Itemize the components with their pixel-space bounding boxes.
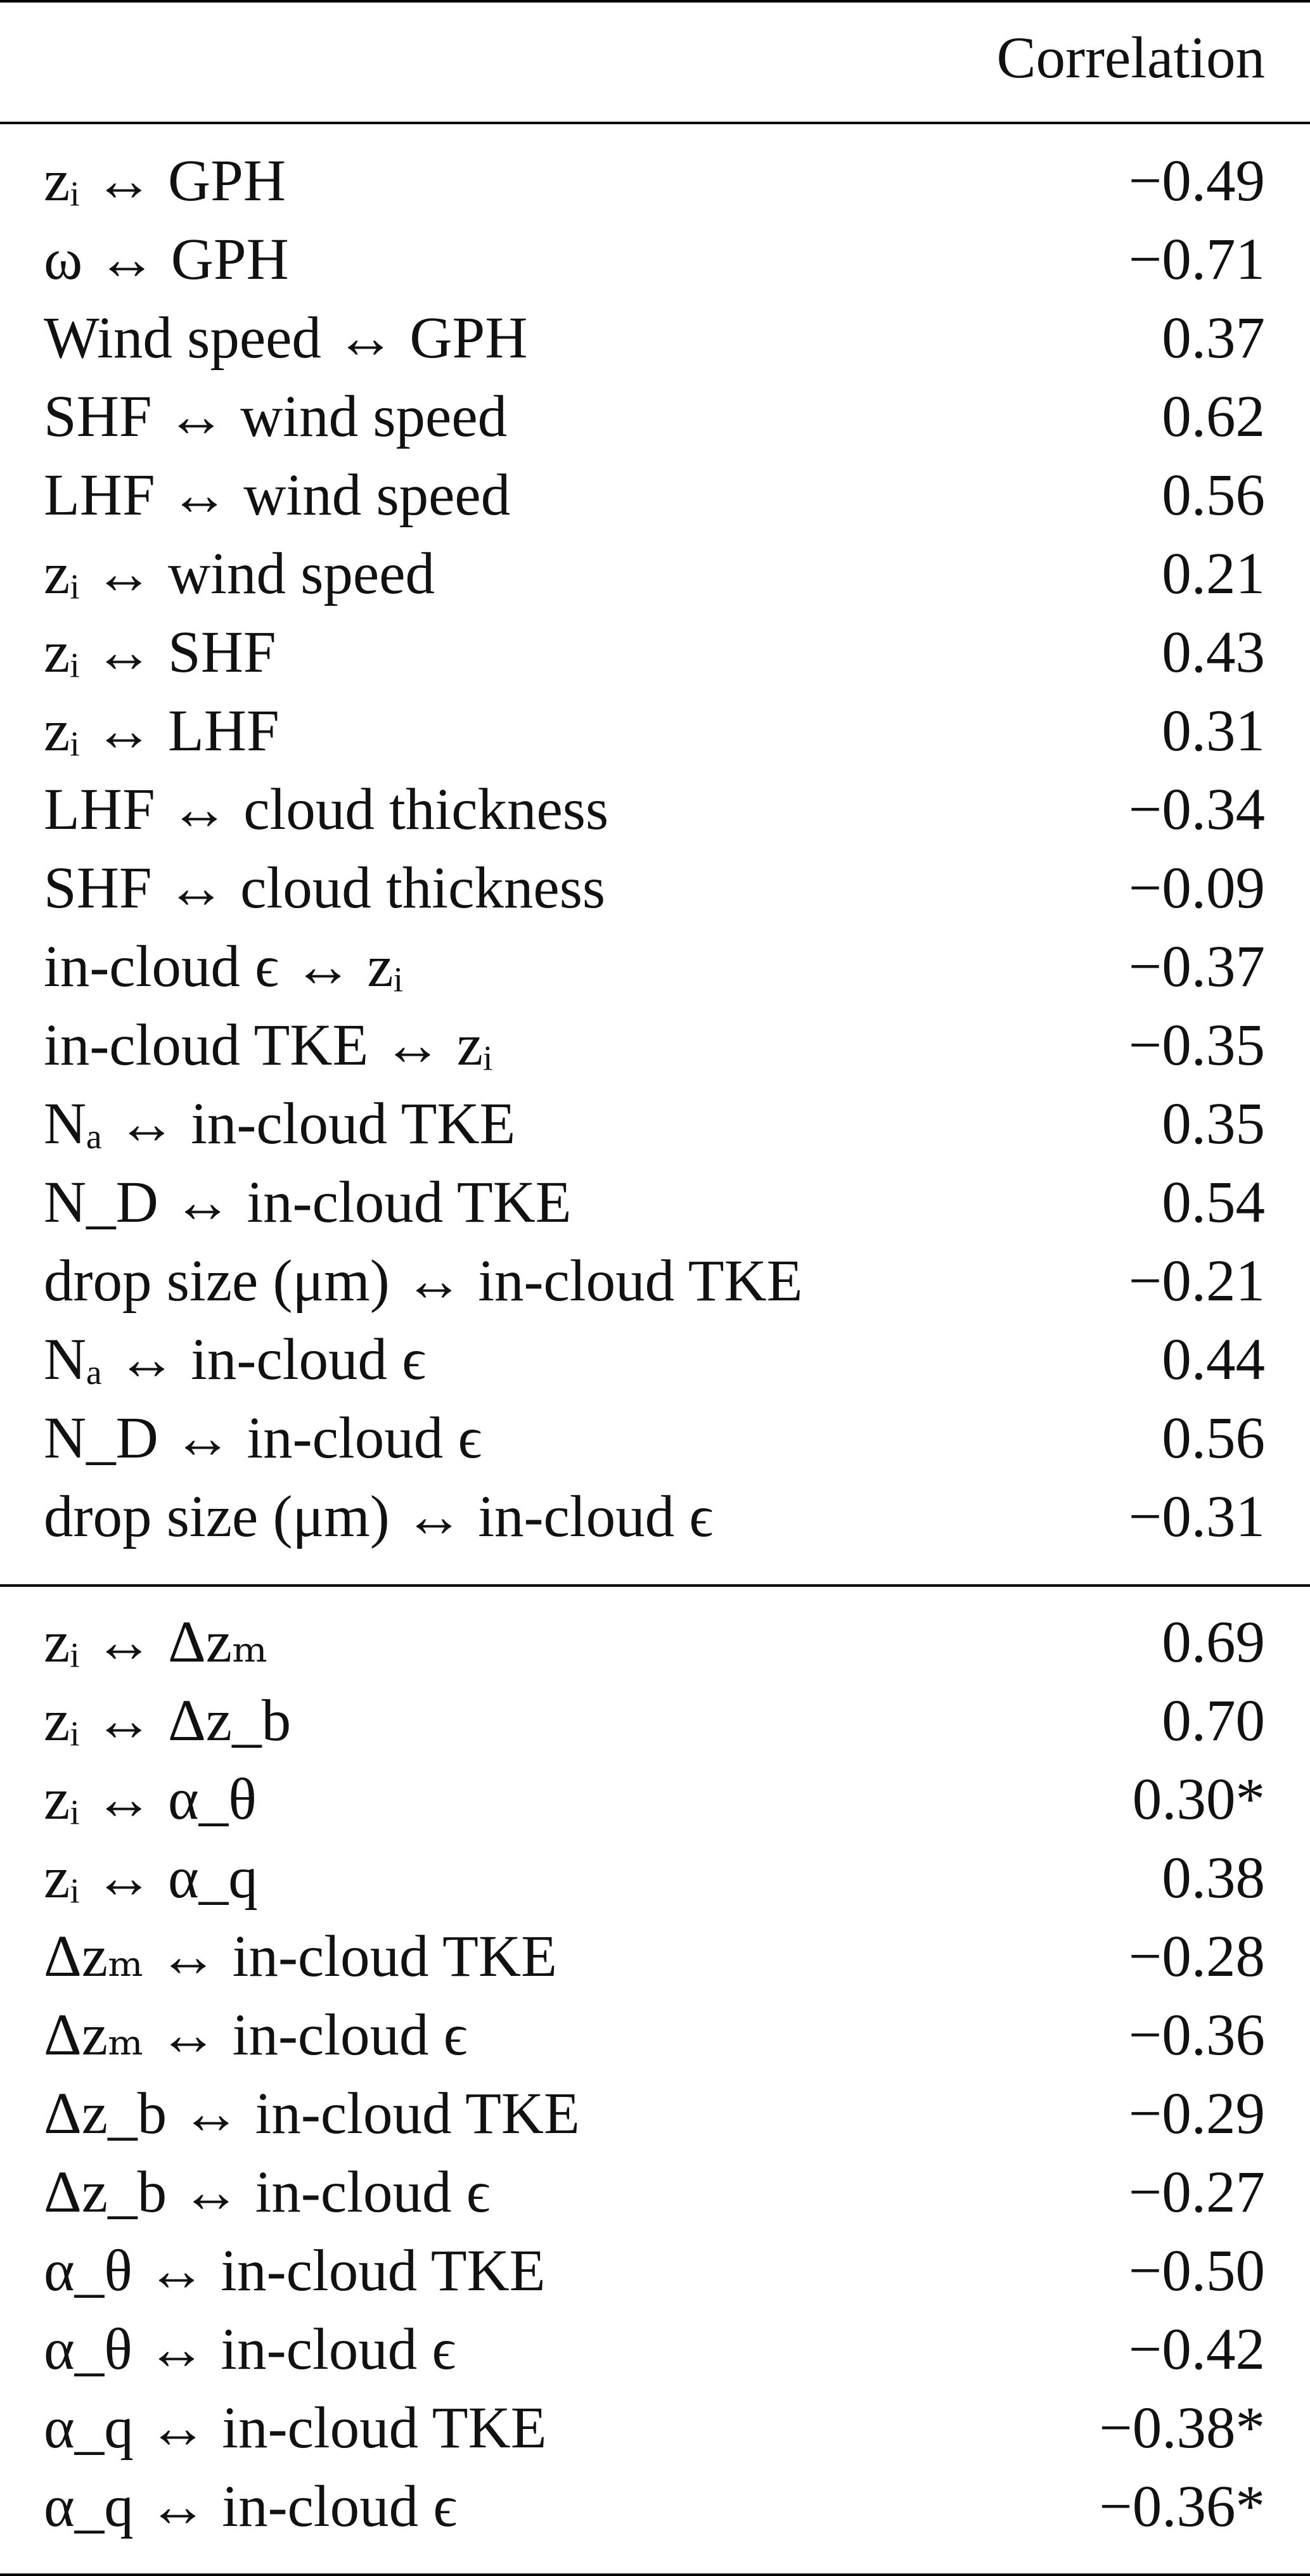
table-row	[0, 299, 1310, 378]
table-row	[0, 1682, 1310, 1760]
table-section-2	[0, 1603, 1310, 2546]
row-value: −0.28	[1128, 1924, 1265, 1989]
column-header-correlation: Correlation	[996, 25, 1265, 91]
table-row	[0, 2232, 1310, 2310]
row-value: −0.31	[1128, 1484, 1265, 1549]
row-label: zᵢ ↔ LHF	[44, 698, 279, 764]
table-header-rule	[0, 122, 1310, 124]
row-value: 0.21	[1162, 541, 1265, 606]
row-value: −0.42	[1128, 2317, 1265, 2382]
row-label: α_q ↔ in-cloud ϵ	[44, 2474, 458, 2539]
row-label: α_q ↔ in-cloud TKE	[44, 2395, 547, 2461]
row-value: 0.38	[1162, 1845, 1265, 1911]
row-label: ω ↔ GPH	[44, 227, 289, 292]
row-value: −0.50	[1128, 2238, 1265, 2304]
row-value: 0.62	[1162, 384, 1265, 449]
row-label: zᵢ ↔ wind speed	[44, 541, 435, 606]
row-label: N_D ↔ in-cloud TKE	[44, 1170, 572, 1235]
row-label: in-cloud TKE ↔ zᵢ	[44, 1013, 493, 1078]
table-row	[0, 771, 1310, 849]
row-label: Nₐ ↔ in-cloud ϵ	[44, 1327, 426, 1392]
table-row	[0, 378, 1310, 456]
row-value: −0.35	[1128, 1013, 1265, 1078]
table-row	[0, 849, 1310, 928]
row-label: zᵢ ↔ Δzₘ	[44, 1610, 269, 1675]
table-row	[0, 1760, 1310, 1839]
row-label: zᵢ ↔ SHF	[44, 620, 276, 685]
table-row	[0, 221, 1310, 299]
row-value: −0.36*	[1099, 2474, 1265, 2539]
row-value: −0.49	[1128, 148, 1265, 214]
table-row	[0, 613, 1310, 692]
table-row	[0, 2153, 1310, 2232]
table-row	[0, 1603, 1310, 1682]
table-row	[0, 1478, 1310, 1556]
row-label: zᵢ ↔ Δz_b	[44, 1688, 292, 1753]
row-label: zᵢ ↔ GPH	[44, 148, 286, 214]
row-label: Wind speed ↔ GPH	[44, 305, 528, 371]
row-value: 0.69	[1162, 1610, 1265, 1675]
row-value: −0.34	[1128, 777, 1265, 842]
row-label: zᵢ ↔ α_q	[44, 1845, 258, 1911]
table-row	[0, 692, 1310, 771]
table-bottom-rule	[0, 2573, 1310, 2576]
row-label: LHF ↔ wind speed	[44, 463, 511, 528]
row-value: 0.56	[1162, 463, 1265, 528]
row-label: α_θ ↔ in-cloud TKE	[44, 2238, 546, 2304]
row-value: 0.70	[1162, 1688, 1265, 1753]
row-label: SHF ↔ wind speed	[44, 384, 508, 449]
row-value: −0.71	[1128, 227, 1265, 292]
table-row	[0, 1996, 1310, 2075]
row-value: −0.29	[1128, 2081, 1265, 2146]
row-value: −0.38*	[1099, 2395, 1265, 2461]
row-value: −0.37	[1128, 934, 1265, 999]
row-value: −0.36	[1128, 2002, 1265, 2068]
row-value: 0.37	[1162, 305, 1265, 371]
row-label: in-cloud ϵ ↔ zᵢ	[44, 934, 403, 999]
table-row	[0, 142, 1310, 221]
table-top-rule	[0, 0, 1310, 3]
row-value: 0.30*	[1132, 1767, 1265, 1832]
row-label: Δz_b ↔ in-cloud ϵ	[44, 2160, 491, 2225]
row-label: α_θ ↔ in-cloud ϵ	[44, 2317, 456, 2382]
row-label: LHF ↔ cloud thickness	[44, 777, 609, 842]
row-label: zᵢ ↔ α_θ	[44, 1767, 257, 1832]
row-value: −0.27	[1128, 2160, 1265, 2225]
table-row	[0, 1399, 1310, 1478]
row-value: 0.56	[1162, 1406, 1265, 1471]
table-section-divider	[0, 1584, 1310, 1587]
table-row	[0, 2468, 1310, 2546]
table-row	[0, 1085, 1310, 1163]
row-value: 0.43	[1162, 620, 1265, 685]
table-row	[0, 456, 1310, 535]
table-row	[0, 1918, 1310, 1996]
table-row	[0, 1006, 1310, 1085]
table-row	[0, 1163, 1310, 1242]
row-label: Δzₘ ↔ in-cloud ϵ	[44, 2002, 468, 2068]
row-label: drop size (μm) ↔ in-cloud TKE	[44, 1248, 803, 1314]
table-section-1	[0, 142, 1310, 1556]
table-row	[0, 535, 1310, 613]
table-row	[0, 1321, 1310, 1399]
row-label: Nₐ ↔ in-cloud TKE	[44, 1091, 516, 1157]
row-label: Δzₘ ↔ in-cloud TKE	[44, 1924, 557, 1989]
row-label: SHF ↔ cloud thickness	[44, 855, 606, 921]
table-row	[0, 2389, 1310, 2468]
row-value: 0.31	[1162, 698, 1265, 764]
row-value: 0.54	[1162, 1170, 1265, 1235]
row-label: drop size (μm) ↔ in-cloud ϵ	[44, 1484, 714, 1549]
table-row	[0, 2075, 1310, 2153]
row-value: −0.21	[1128, 1248, 1265, 1314]
table-row	[0, 1242, 1310, 1321]
table-row	[0, 928, 1310, 1006]
row-value: −0.09	[1128, 855, 1265, 921]
table-row	[0, 2310, 1310, 2389]
row-value: 0.44	[1162, 1327, 1265, 1392]
row-value: 0.35	[1162, 1091, 1265, 1157]
table-row	[0, 1839, 1310, 1918]
row-label: N_D ↔ in-cloud ϵ	[44, 1406, 482, 1471]
row-label: Δz_b ↔ in-cloud TKE	[44, 2081, 580, 2146]
